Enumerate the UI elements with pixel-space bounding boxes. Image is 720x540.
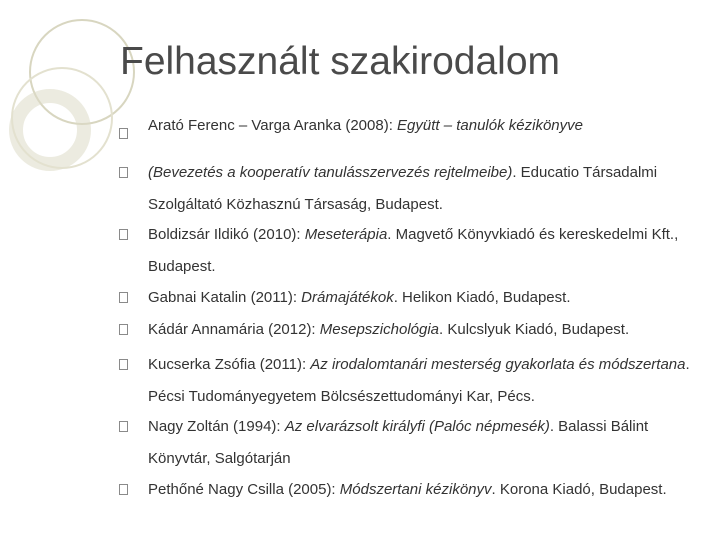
- reference-title: Együtt – tanulók kézikönyve: [397, 117, 583, 134]
- reference-author: Gabnai Katalin (2011):: [148, 289, 302, 306]
- reference-publisher: . Magvető Könyvkiadó és kereskedelmi Kft., Budapest.: [148, 226, 679, 275]
- square-bullet-icon: [119, 167, 128, 178]
- reference-author: Kádár Annamária (2012):: [148, 321, 320, 338]
- reference-text: [148, 110, 693, 142]
- reference-author: Pethőné Nagy Csilla (2005):: [148, 481, 340, 498]
- reference-author: Boldizsár Ildikó (2010):: [148, 226, 305, 243]
- square-bullet-icon: [119, 292, 128, 303]
- reference-title: (Bevezetés a kooperatív tanulásszervezés rejtelmeibe): [148, 164, 513, 181]
- reference-author: Kucserka Zsófia (2011):: [148, 356, 311, 373]
- square-bullet-icon: [119, 359, 128, 370]
- reference-title: Az irodalomtanári mesterség gyakorlata és módszertana: [310, 356, 686, 373]
- reference-text: [148, 411, 693, 475]
- reference-text: [148, 314, 693, 346]
- reference-text: [148, 282, 693, 314]
- reference-text: [148, 349, 693, 413]
- square-bullet-icon: [119, 229, 128, 240]
- reference-author: Arató Ferenc – Varga Aranka (2008):: [148, 117, 398, 134]
- reference-text: [148, 474, 693, 506]
- slide-title: Felhasznált szakirodalom: [120, 40, 561, 83]
- reference-title: Módszertani kézikönyv: [339, 481, 492, 498]
- reference-title: Az elvarázsolt királyfi (Palóc népmesék): [284, 418, 550, 435]
- reference-author: Nagy Zoltán (1994):: [148, 418, 285, 435]
- reference-publisher: . Educatio Társadalmi Szolgáltató Közhasznú Társaság, Budapest.: [148, 164, 658, 213]
- reference-publisher: . Helikon Kiadó, Budapest.: [393, 289, 571, 306]
- reference-title: Mesepszichológia: [319, 321, 440, 338]
- reference-publisher: . Korona Kiadó, Budapest.: [491, 481, 667, 498]
- reference-text: [148, 157, 693, 221]
- square-bullet-icon: [119, 421, 128, 432]
- reference-publisher: . Pécsi Tudományegyetem Bölcsészettudományi Kar, Pécs.: [148, 356, 690, 405]
- square-bullet-icon: [119, 324, 128, 335]
- reference-title: Meseterápia: [304, 226, 388, 243]
- reference-publisher: . Kulcslyuk Kiadó, Budapest.: [439, 321, 630, 338]
- reference-text: [148, 219, 693, 283]
- reference-publisher: . Balassi Bálint Könyvtár, Salgótarján: [148, 418, 649, 467]
- square-bullet-icon: [119, 484, 128, 495]
- reference-title: Drámajátékok: [301, 289, 394, 306]
- square-bullet-icon: [119, 128, 128, 139]
